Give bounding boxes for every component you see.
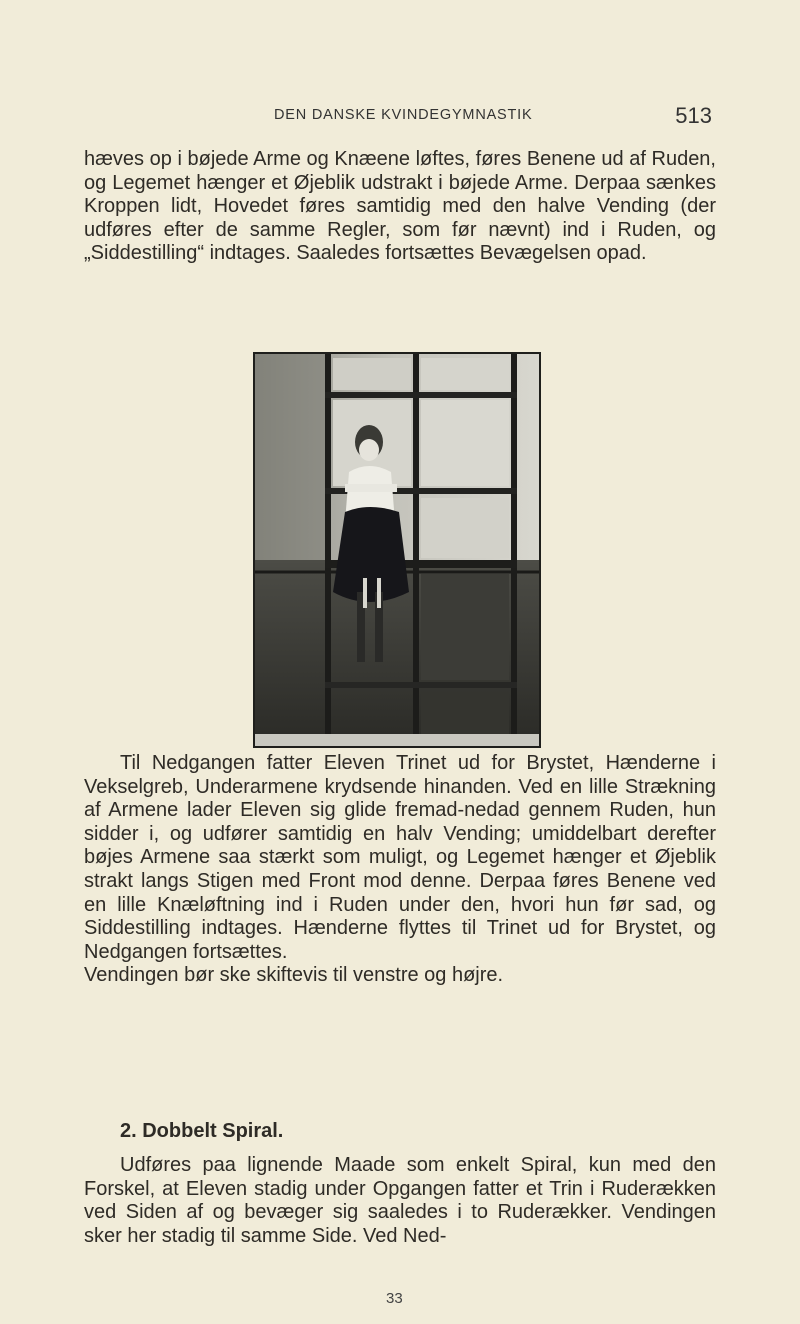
page-number: 513 [675,103,712,128]
paragraph-2-text: Til Nedgangen fatter Eleven Trinet ud for Brystet, Hænderne i Vekselgreb, Underarmene krydsende hinanden. Ved en lille Strækning af Armene lader Eleven sig glide fremad-nedad gennem Ruden, hun sidder i, og udfører samtidig en halv Vending; umiddelbart derefter bøjes Armene saa stærkt som muligt, og Legemet hænger et Øjeblik strakt langs Stigen med Front mod denne. Derpaa føres Benene ved en lille Knæløftning ind i Ruden under den, hvori hun før sad, og Siddestilling indtages. Hænderne flyttes til Trinet ud for Brystet, og Nedgangen fortsættes. [84,752,716,963]
running-header [84,103,712,129]
ladder-exercise-photo [253,352,541,748]
paragraph-2b-text: Vendingen bør ske skiftevis til venstre og højre. [84,964,504,987]
signature-mark: 33 [386,1290,403,1307]
paragraph-2 [84,752,716,988]
paragraph-3: Udføres paa lignende Maade som enkelt Spiral, kun med den Forskel, at Eleven stadig under Opgangen fatter et Trin i Ruderækken ved Siden af og bevæger sig saaledes i to Ruderækker. Vendingen sker her stadig til samme Side. Ved Ned- [84,1154,716,1247]
section-title: 2. Dobbelt Spiral. [120,1120,284,1142]
paragraph-1: hæves op i bøjede Arme og Knæene løftes, føres Benene ud af Ruden, og Legemet hænger et Øjeblik udstrakt i bøjede Arme. Derpaa sænkes Kroppen lidt, Hovedet føres samtidig med den halve Vending (der udføres efter de samme Regler, som før nævnt) ind i Ruden, og „Siddestilling“ indtages. Saaledes fortsættes Bevægelsen opad. [84,148,716,265]
running-title: DEN DANSKE KVINDEGYMNASTIK [274,107,533,123]
